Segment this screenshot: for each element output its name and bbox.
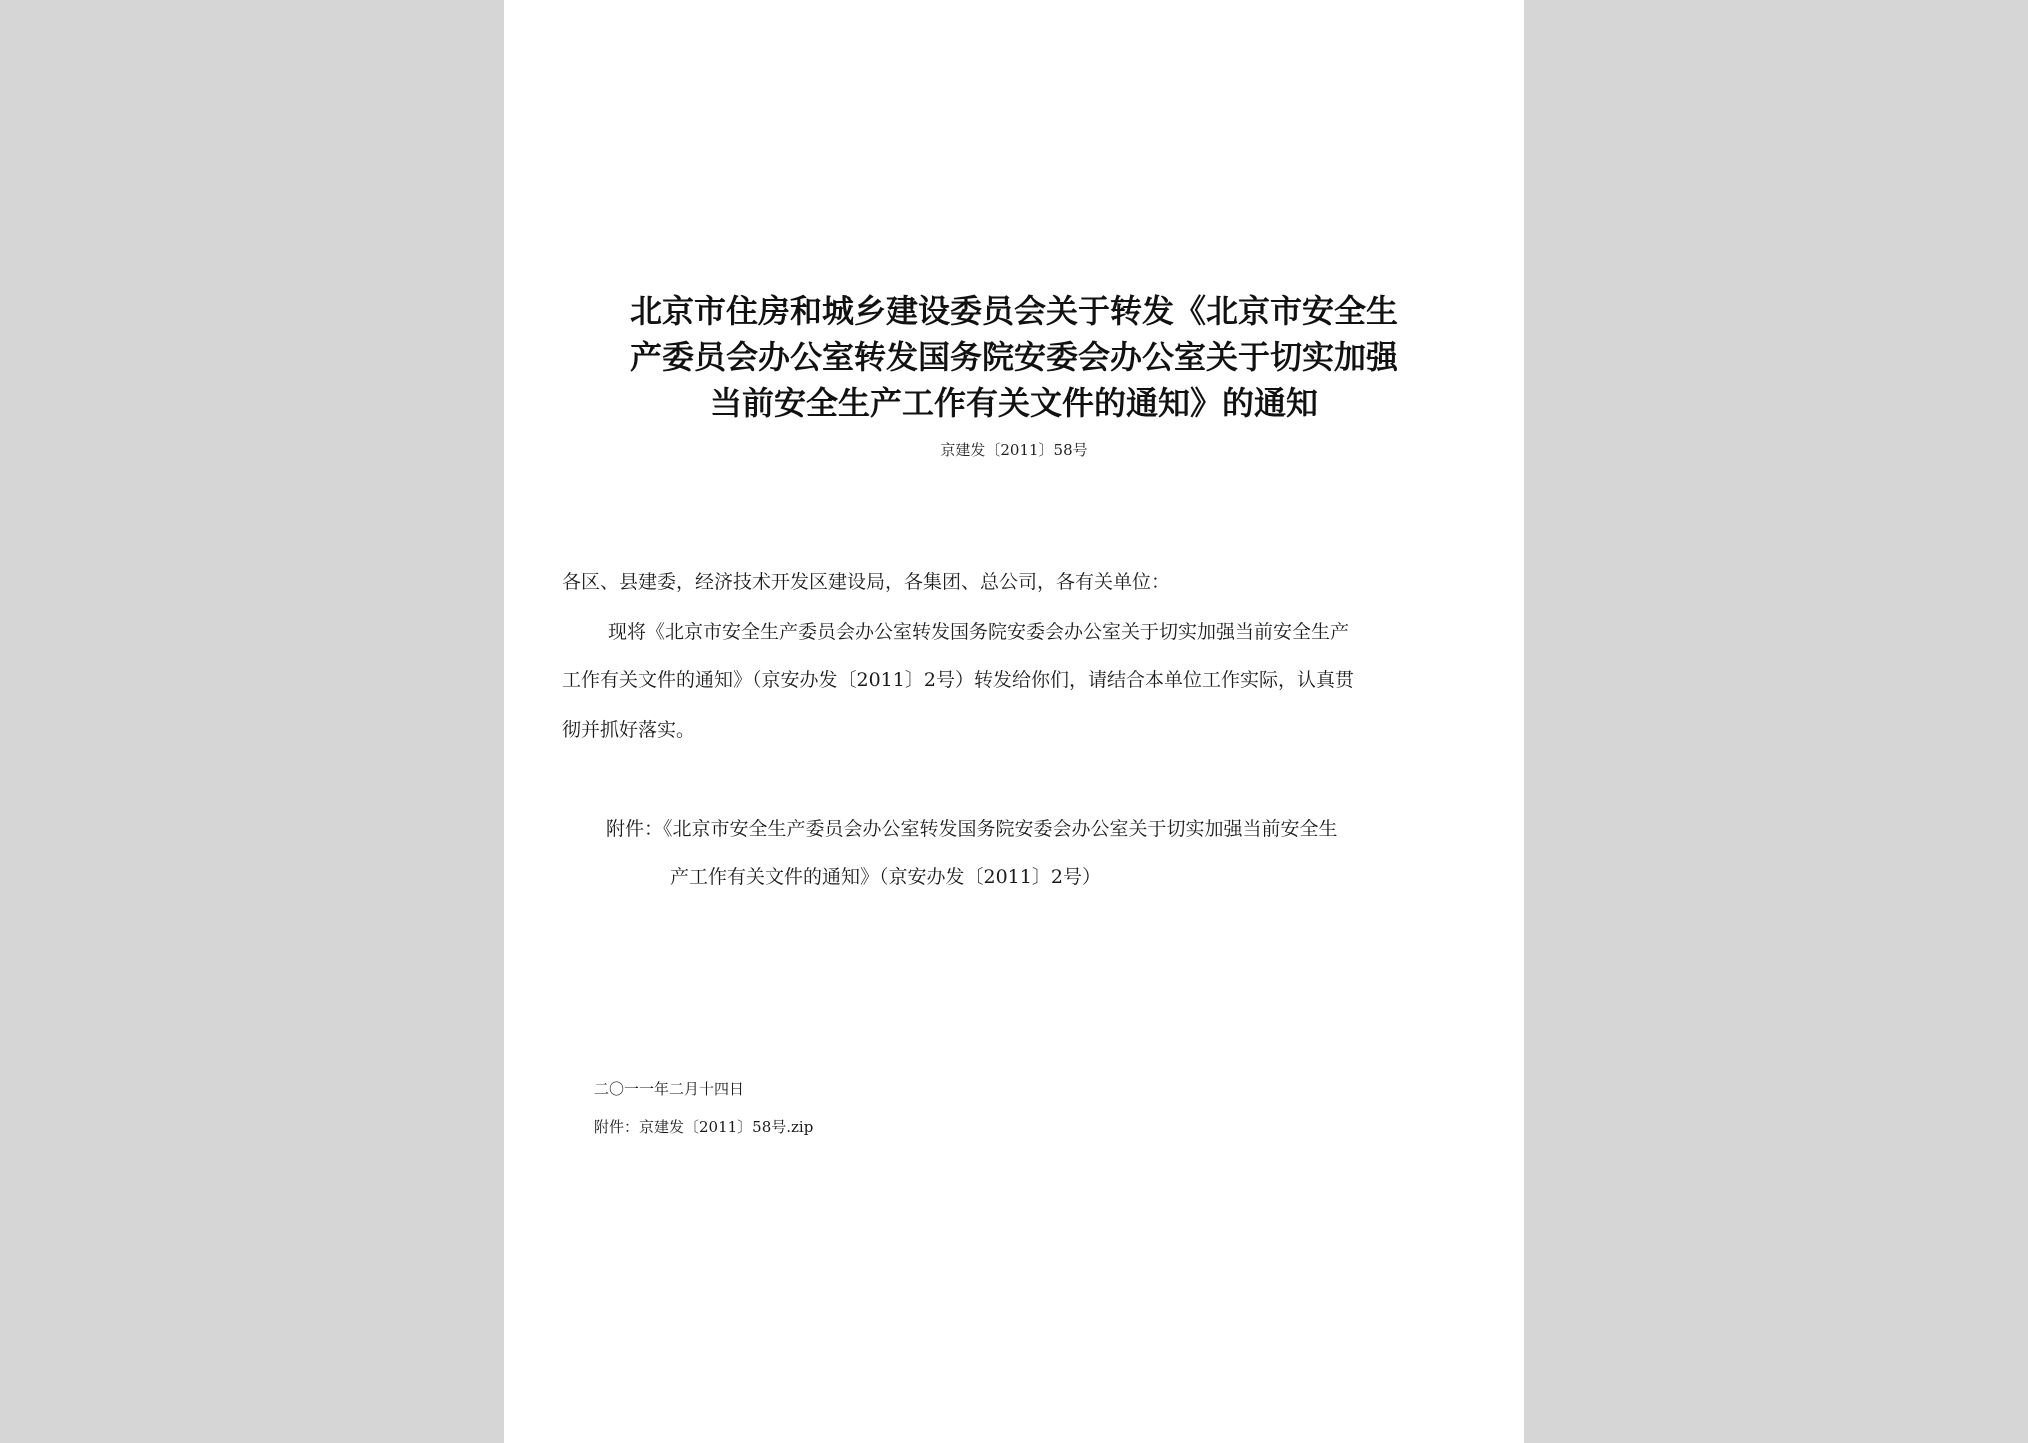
- title-line-1: 北京市住房和城乡建设委员会关于转发《北京市安全生: [629, 292, 1398, 330]
- document-number: 京建发〔2011〕58号: [940, 441, 1088, 459]
- document-date: 二〇一一年二月十四日: [594, 1080, 745, 1098]
- body-line-2: 工作有关文件的通知》（京安办发〔2011〕2号）转发给你们，请结合本单位工作实际，认真贯: [562, 669, 1354, 691]
- body-line-1: 现将《北京市安全生产委员会办公室转发国务院安委会办公室关于切实加强当前安全生产: [608, 621, 1350, 643]
- title-line-3: 当前安全生产工作有关文件的通知》的通知: [709, 384, 1318, 422]
- document-title: [544, 288, 1484, 426]
- attachment-line-2: 产工作有关文件的通知》（京安办发〔2011〕2号）: [670, 866, 1101, 888]
- title-line-2: 产委员会办公室转发国务院安委会办公室关于切实加强: [629, 338, 1398, 376]
- attachment-line-1: 附件：《北京市安全生产委员会办公室转发国务院安委会办公室关于切实加强当前安全生: [606, 818, 1338, 840]
- body-line-3: 彻并抓好落实。: [562, 719, 696, 741]
- salutation: 各区、县建委，经济技术开发区建设局，各集团、总公司，各有关单位：: [562, 571, 1171, 593]
- document-page: [504, 0, 1524, 1443]
- attachment-download-link[interactable]: 附件：京建发〔2011〕58号.zip: [594, 1118, 814, 1136]
